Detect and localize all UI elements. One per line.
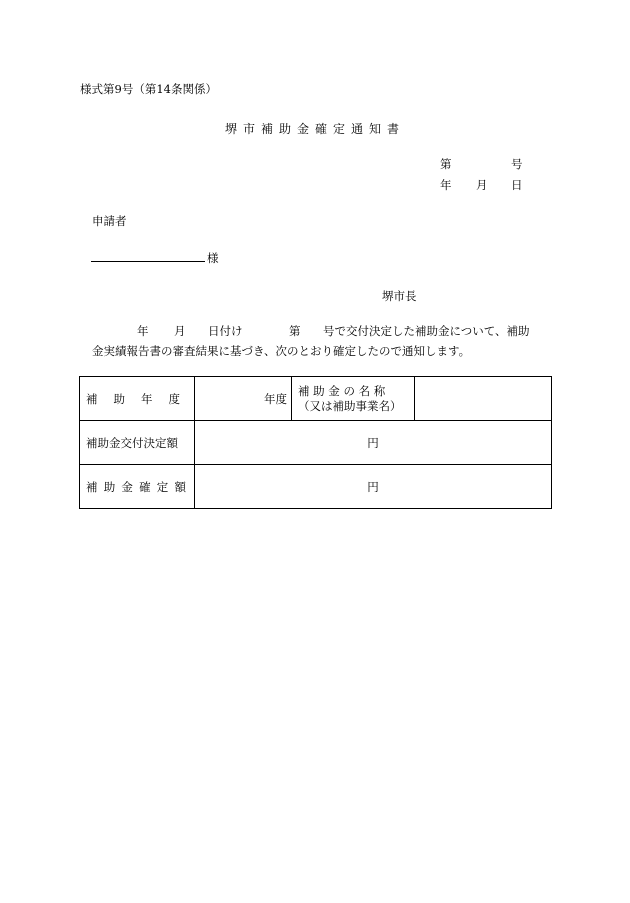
decision-amount-field[interactable]: 円 xyxy=(195,421,552,465)
number-go: 号 xyxy=(511,157,523,171)
date-day: 日 xyxy=(511,178,523,192)
table-row xyxy=(80,377,552,421)
form-number: 様式第9号（第14条関係） xyxy=(80,82,217,96)
table-row xyxy=(80,465,552,509)
body-rest: 号で交付決定した補助金について、補助 xyxy=(323,324,530,338)
body-dai: 第 xyxy=(289,324,301,338)
table-row xyxy=(80,421,552,465)
fiscal-year-field[interactable]: 年度 xyxy=(195,377,292,421)
body-dated: 日付け xyxy=(208,324,243,338)
body-month: 月 xyxy=(174,324,186,338)
date-month: 月 xyxy=(476,178,488,192)
sender-mayor: 堺市長 xyxy=(382,289,417,303)
honorific: 様 xyxy=(207,251,219,265)
body-year: 年 xyxy=(137,324,149,338)
date-year: 年 xyxy=(440,178,452,192)
number-dai: 第 xyxy=(440,157,452,171)
document-title: 堺市補助金確定通知書 xyxy=(224,122,405,136)
subsidy-name-label: 補 助 金 の 名 称 （又は補助事業名） xyxy=(292,377,415,421)
applicant-label: 申請者 xyxy=(92,214,127,228)
applicant-name-line xyxy=(91,261,205,262)
body-line-2: 金実績報告書の審査結果に基づき、次のとおり確定したので通知します。 xyxy=(92,344,471,358)
fiscal-year-label: 補 助 年 度 xyxy=(80,377,195,421)
confirmed-amount-label: 補 助 金 確 定 額 xyxy=(80,465,195,509)
decision-amount-label: 補助金交付決定額 xyxy=(80,421,195,465)
subsidy-table xyxy=(79,376,552,509)
subsidy-name-field[interactable] xyxy=(415,377,552,421)
confirmed-amount-field[interactable]: 円 xyxy=(195,465,552,509)
